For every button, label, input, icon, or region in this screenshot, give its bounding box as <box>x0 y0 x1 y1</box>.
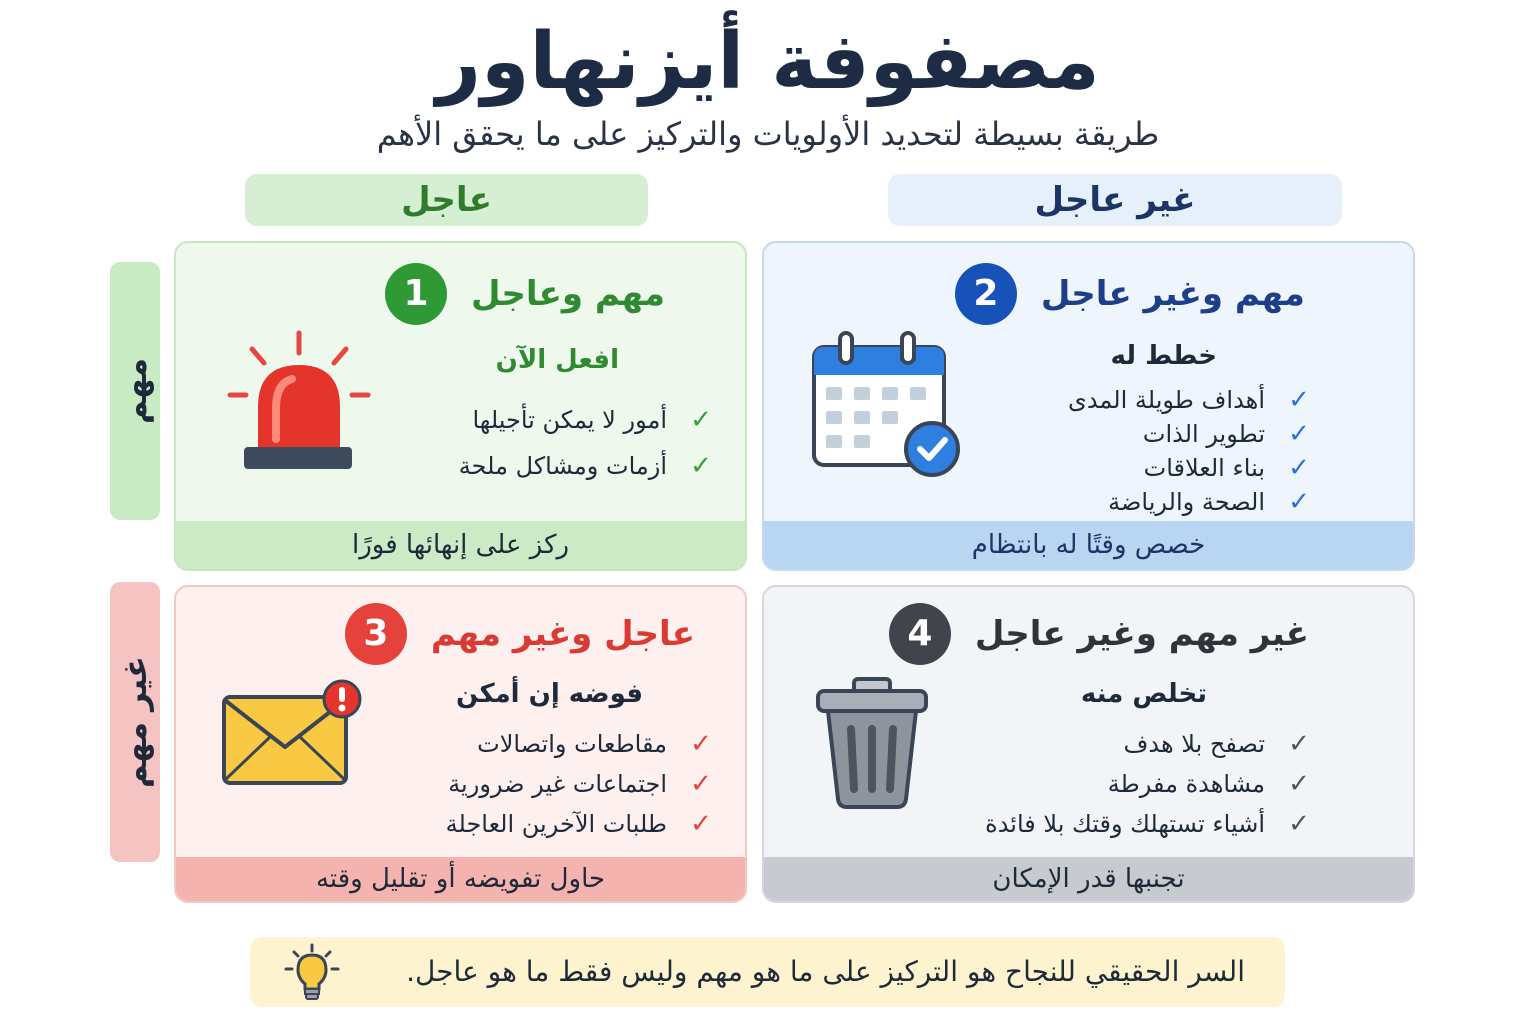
list-item: ✓ اجتماعات غير ضرورية <box>446 764 715 804</box>
page-title: مصفوفة أيزنهاور <box>436 17 1100 107</box>
quadrant-header <box>345 603 695 665</box>
list-item: ✓ تطوير الذات <box>1068 417 1313 451</box>
list-item: ✓ مقاطعات واتصالات <box>446 724 715 764</box>
quadrant-header <box>385 263 665 325</box>
quadrant-list <box>1068 383 1313 519</box>
tip-text: السر الحقيقي للنجاح هو التركيز على ما هو مهم وليس فقط ما هو عاجل. <box>406 955 1245 988</box>
check-icon: ✓ <box>690 809 712 839</box>
row-header-not-important <box>110 582 160 862</box>
quadrant-list <box>985 724 1313 844</box>
envelope-alert-icon <box>220 675 370 795</box>
quadrant-number-badge: 2 <box>955 263 1017 325</box>
list-item: ✓ الصحة والرياضة <box>1068 485 1313 519</box>
check-icon: ✓ <box>690 451 712 481</box>
quadrant-header <box>889 603 1309 665</box>
list-item: ✓ طلبات الآخرين العاجلة <box>446 804 715 844</box>
page-subtitle: طريقة بسيطة لتحديد الأولويات والتركيز على ما يحقق الأهم <box>376 115 1160 153</box>
quadrant-action: خطط له <box>1110 341 1217 371</box>
check-icon: ✓ <box>690 729 712 759</box>
quadrant-action: افعل الآن <box>495 345 619 375</box>
quadrant-urgent-not-important <box>174 585 747 903</box>
tip-banner <box>250 937 1285 1007</box>
check-icon: ✓ <box>1288 453 1310 483</box>
trash-can-icon <box>814 675 930 811</box>
quadrant-footer: تجنبها قدر الإمكان <box>764 857 1413 901</box>
quadrant-footer: ركز على إنهائها فورًا <box>176 521 745 569</box>
alarm-siren-icon <box>224 327 374 477</box>
list-item: ✓ أشياء تستهلك وقتك بلا فائدة <box>985 804 1313 844</box>
quadrant-number-badge: 3 <box>345 603 407 665</box>
quadrant-title: عاجل وغير مهم <box>430 614 695 654</box>
quadrant-number-badge: 4 <box>889 603 951 665</box>
column-header-urgent: عاجل <box>245 174 648 226</box>
quadrant-title: مهم وغير عاجل <box>1040 274 1305 314</box>
list-item: ✓ أمور لا يمكن تأجيلها <box>459 397 715 443</box>
list-item: ✓ مشاهدة مفرطة <box>985 764 1313 804</box>
check-icon: ✓ <box>1288 385 1310 415</box>
calendar-check-icon <box>810 331 966 481</box>
quadrant-action: تخلص منه <box>1080 679 1207 709</box>
check-icon: ✓ <box>1288 487 1310 517</box>
quadrant-important-not-urgent <box>762 241 1415 571</box>
check-icon: ✓ <box>1288 809 1310 839</box>
check-icon: ✓ <box>690 405 712 435</box>
quadrant-title: غير مهم وغير عاجل <box>974 614 1309 654</box>
check-icon: ✓ <box>1288 729 1310 759</box>
list-item: ✓ أزمات ومشاكل ملحة <box>459 443 715 489</box>
quadrant-list <box>459 397 715 489</box>
row-header-important <box>110 262 160 520</box>
quadrant-footer: خصص وقتًا له بانتظام <box>764 521 1413 569</box>
quadrant-number-badge: 1 <box>385 263 447 325</box>
check-icon: ✓ <box>1288 769 1310 799</box>
quadrant-footer: حاول تفويضه أو تقليل وقته <box>176 857 745 901</box>
quadrant-title: مهم وعاجل <box>471 274 665 314</box>
check-icon: ✓ <box>690 769 712 799</box>
list-item: ✓ تصفح بلا هدف <box>985 724 1313 764</box>
quadrant-not-important-not-urgent <box>762 585 1415 903</box>
column-header-not-urgent: غير عاجل <box>888 174 1342 226</box>
quadrant-important-urgent <box>174 241 747 571</box>
row-label-not-important: غير مهم <box>116 656 154 788</box>
list-item: ✓ بناء العلاقات <box>1068 451 1313 485</box>
quadrant-header <box>955 263 1305 325</box>
quadrant-list <box>446 724 715 844</box>
check-icon: ✓ <box>1288 419 1310 449</box>
row-label-important: مهم <box>116 357 154 425</box>
lightbulb-icon <box>280 943 344 1003</box>
list-item: ✓ أهداف طويلة المدى <box>1068 383 1313 417</box>
quadrant-action: فوضه إن أمكن <box>456 679 643 709</box>
